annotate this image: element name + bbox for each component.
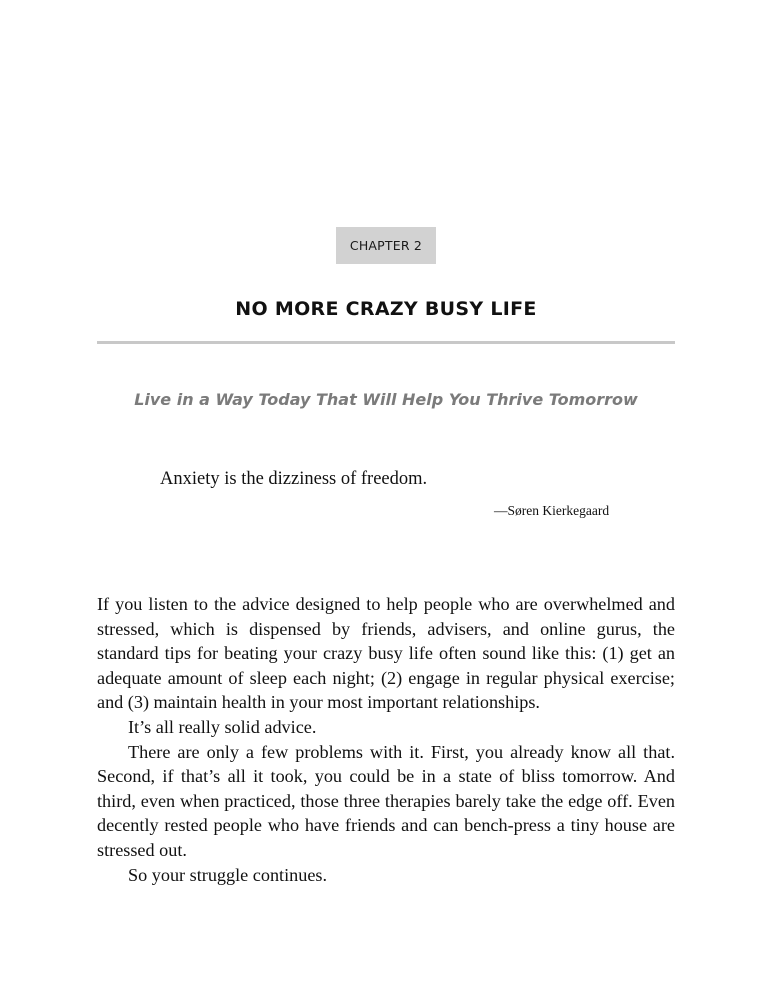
body-text [97,592,675,887]
chapter-label: CHAPTER 2 [349,238,423,253]
body-paragraph: There are only a few problems with it. First, you already know all that. Second, if that’s all it took, you could be in a state of bliss tomorrow. And third, even when practiced, those three therapies barely take the edge off. Even decently rested people who have friends and can bench-press a tiny house are stressed out. [97,741,675,860]
chapter-subtitle: Live in a Way Today That Will Help You Thrive Tomorrow [134,390,638,409]
chapter-title: NO MORE CRAZY BUSY LIFE [235,298,537,320]
body-paragraph: If you listen to the advice designed to help people who are overwhelmed and stressed, which is dispensed by friends, advisers, and online gurus, the standard tips for beating your crazy busy life often sound like this: (1) get an adequate amount of sleep each night; (2) engage in regular physical exercise; and (3) maintain health in your most important relationships. [97,594,675,713]
title-divider [97,341,675,344]
chapter-label-box [336,227,436,264]
epigraph-attribution: —Søren Kierkegaard [494,503,610,518]
body-paragraph: It’s all really solid advice. [128,716,317,737]
body-paragraph: So your struggle continues. [128,864,328,885]
epigraph-quote: Anxiety is the dizziness of freedom. [160,469,428,489]
